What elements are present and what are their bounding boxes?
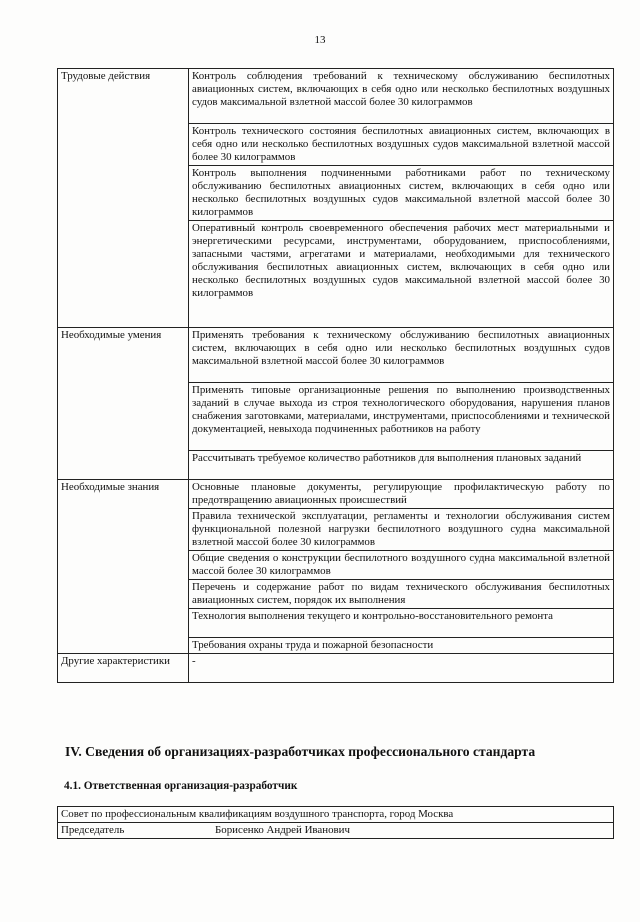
table-row [58, 654, 614, 683]
table-row [58, 328, 614, 383]
subsection-title: 4.1. Ответственная организация-разработчик [64, 780, 298, 792]
table-cell: Технология выполнения текущего и контрольно-восстановительного ремонта [189, 609, 614, 638]
chairman-label: Председатель [61, 824, 125, 836]
organization-name: Совет по профессиональным квалификациям воздушного транспорта, город Москва [58, 807, 614, 823]
section-title: IV. Сведения об организациях-разработчиках профессионального стандарта [65, 744, 536, 759]
labor-functions-table [57, 68, 614, 683]
row-label-required-skills: Необходимые умения [58, 328, 189, 480]
table-cell: - [189, 654, 614, 683]
table-cell: Контроль выполнения подчиненными работниками работ по техническому обслуживанию беспилотных авиационных систем, включающих в себя одно или несколько беспилотных воздушных судов максимальной взлетной массой более 30 килограммов [189, 166, 614, 221]
table-row [58, 807, 614, 823]
row-label-labor-actions: Трудовые действия [58, 69, 189, 328]
table-cell: Требования охраны труда и пожарной безопасности [189, 638, 614, 654]
table-cell: Оперативный контроль своевременного обеспечения рабочих мест материальными и энергетическими ресурсами, инструментами, оборудованием, приспособлениями, запасными частями, агрегатами и материалами, необходимыми для технического обслуживания беспилотных авиационных систем, включающих в себя одно или несколько беспилотных воздушных судов максимальной взлетной массой более 30 килограммов [189, 221, 614, 328]
table-row [58, 480, 614, 509]
table-cell: Правила технической эксплуатации, регламенты и технологии обслуживания систем функциональной полезной нагрузки беспилотного воздушного судна максимальной взлетной массой более 30 килограммов [189, 509, 614, 551]
table-row [58, 69, 614, 124]
table-cell: Применять типовые организационные решения по выполнению производственных заданий в случае выхода из строя технологического оборудования, нарушения планов снабжения заготовками, материалами, инструментами, приспособлениями и технической документацией, невыхода подчиненных работников на работу [189, 383, 614, 451]
table-cell: Основные плановые документы, регулирующие профилактическую работу по предотвращению авиационных происшествий [189, 480, 614, 509]
table-cell: Контроль соблюдения требований к техническому обслуживанию беспилотных авиационных систем, включающих в себя одно или несколько беспилотных воздушных судов максимальной взлетной массой более 30 килограммов [189, 69, 614, 124]
table-cell: Общие сведения о конструкции беспилотного воздушного судна максимальной взлетной массой более 30 килограммов [189, 551, 614, 580]
table-row [58, 823, 614, 839]
table-cell: Контроль технического состояния беспилотных авиационных систем, включающих в себя одно или несколько беспилотных воздушных судов максимальной взлетной массой более 30 килограммов [189, 124, 614, 166]
table-cell: Рассчитывать требуемое количество работников для выполнения плановых заданий [189, 451, 614, 480]
chairman-name: Борисенко Андрей Иванович [215, 824, 350, 836]
table-cell: Перечень и содержание работ по видам технического обслуживания беспилотных авиационных систем, порядок их выполнения [189, 580, 614, 609]
row-label-required-knowledge: Необходимые знания [58, 480, 189, 654]
organization-table [57, 806, 614, 839]
row-label-other-characteristics: Другие характеристики [58, 654, 189, 683]
page-number: 13 [314, 34, 326, 46]
table-cell: Применять требования к техническому обслуживанию беспилотных авиационных систем, включающих в себя одно или несколько беспилотных воздушных судов максимальной взлетной массой более 30 килограммов [189, 328, 614, 383]
chairman-row [58, 823, 614, 839]
